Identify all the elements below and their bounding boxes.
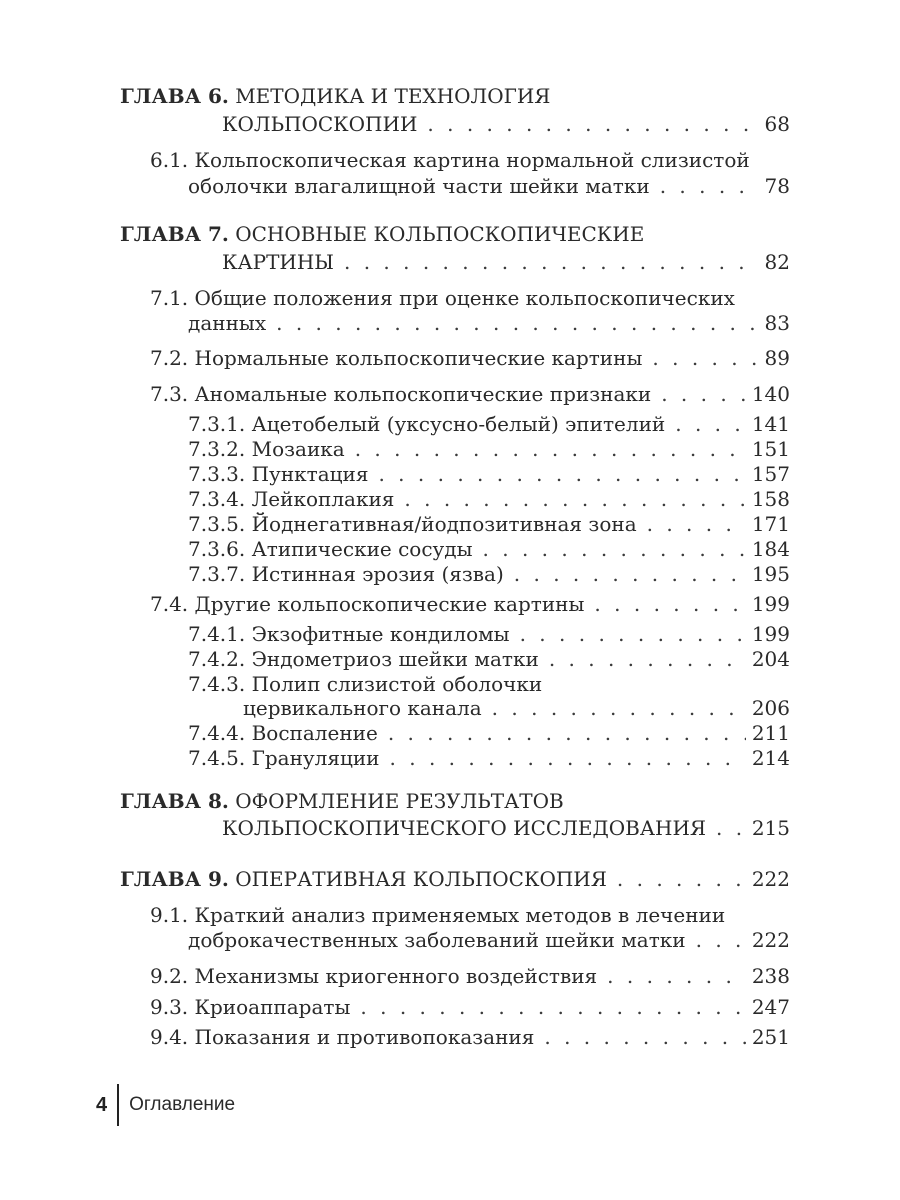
toc-section-6-1-line1 <box>150 148 790 172</box>
leader-dots <box>520 622 746 646</box>
page-number: 82 <box>764 250 790 274</box>
page-number: 247 <box>751 995 790 1019</box>
leader-dots <box>549 647 746 671</box>
footer-section-title: Оглавление <box>129 1094 236 1115</box>
page-number: 238 <box>751 964 790 988</box>
page-number: 157 <box>751 462 790 486</box>
toc-chapter-6-line1 <box>120 84 790 108</box>
chapter-title: ОПЕРАТИВНАЯ КОЛЬПОСКОПИЯ <box>235 867 607 891</box>
toc-section-7-1-line1 <box>150 286 790 310</box>
toc-section-9-4 <box>150 1025 790 1049</box>
page-number: 214 <box>751 746 790 770</box>
toc-section-7-1-line2 <box>188 311 790 335</box>
subsection-title: 7.3.3. Пунктация <box>188 462 369 486</box>
leader-dots <box>544 1025 745 1049</box>
leader-dots <box>647 512 746 536</box>
leader-dots <box>355 437 746 461</box>
toc-subsection-7-3-1 <box>188 412 790 436</box>
page-number: 211 <box>751 721 790 745</box>
leader-dots <box>276 311 756 335</box>
subsection-title: 7.3.5. Йоднегативная/йодпозитивная зона <box>188 512 637 536</box>
section-title: 6.1. Кольпоскопическая картина нормальной слизистой <box>150 148 750 172</box>
subsection-title: 7.4.3. Полип слизистой оболочки <box>188 672 543 696</box>
section-title: 9.3. Криоаппараты <box>150 995 351 1019</box>
section-title-cont: данных <box>188 311 267 335</box>
chapter-title-cont: КОЛЬПОСКОПИИ <box>222 112 418 136</box>
toc-chapter-7-line1 <box>120 222 790 246</box>
toc-section-9-1-line2 <box>188 928 790 952</box>
toc-chapter-6-line2 <box>222 112 790 136</box>
section-title-cont: доброкачественных заболеваний шейки матки <box>188 928 686 952</box>
section-title-cont: оболочки влагалищной части шейки матки <box>188 174 650 198</box>
leader-dots <box>390 746 746 770</box>
toc-subsection-7-3-4 <box>188 487 790 511</box>
page-number: 215 <box>751 816 790 840</box>
section-title: 9.2. Механизмы криогенного воздействия <box>150 964 598 988</box>
chapter-title: МЕТОДИКА И ТЕХНОЛОГИЯ <box>235 84 551 108</box>
leader-dots <box>378 462 745 486</box>
toc-subsection-7-3-3 <box>188 462 790 486</box>
page-number: 222 <box>751 867 790 891</box>
leader-dots <box>660 174 756 198</box>
leader-dots <box>360 995 745 1019</box>
subsection-title: 7.3.6. Атипические сосуды <box>188 537 473 561</box>
page-number: 204 <box>751 647 790 671</box>
subsection-title: 7.4.4. Воспаление <box>188 721 378 745</box>
page-number: 206 <box>751 696 790 720</box>
subsection-title: 7.3.4. Лейкоплакия <box>188 487 395 511</box>
page-number: 83 <box>764 311 790 335</box>
page-footer <box>96 1080 235 1130</box>
section-title: 9.4. Показания и противопоказания <box>150 1025 535 1049</box>
toc-section-7-2 <box>150 346 790 370</box>
page-number: 151 <box>751 437 790 461</box>
page-number: 184 <box>751 537 790 561</box>
leader-dots <box>483 537 746 561</box>
toc-chapter-8-line2 <box>222 816 790 840</box>
toc-section-9-1-line1 <box>150 903 790 927</box>
leader-dots <box>716 816 746 840</box>
leader-dots <box>696 928 746 952</box>
subsection-title: 7.4.5. Грануляции <box>188 746 380 770</box>
subsection-title: 7.4.1. Экзофитные кондиломы <box>188 622 510 646</box>
chapter-title-cont: КАРТИНЫ <box>222 250 334 274</box>
leader-dots <box>675 412 746 436</box>
toc-chapter-8-line1 <box>120 789 790 813</box>
subsection-title: 7.3.1. Ацетобелый (уксусно-белый) эпителий <box>188 412 666 436</box>
leader-dots <box>617 867 746 891</box>
leader-dots <box>514 562 746 586</box>
section-title: 7.4. Другие кольпоскопические картины <box>150 592 585 616</box>
page-number: 195 <box>751 562 790 586</box>
page-number: 158 <box>751 487 790 511</box>
footer-page-number: 4 <box>96 1093 108 1116</box>
toc-subsection-7-3-2 <box>188 437 790 461</box>
toc-chapter-7-line2 <box>222 250 790 274</box>
chapter-title: ОСНОВНЫЕ КОЛЬПОСКОПИЧЕСКИЕ <box>235 222 645 246</box>
toc-subsection-7-4-3-line1 <box>188 672 790 696</box>
toc-subsection-7-3-7 <box>188 562 790 586</box>
toc-subsection-7-4-1 <box>188 622 790 646</box>
leader-dots <box>344 250 756 274</box>
footer-divider <box>117 1084 119 1126</box>
toc-subsection-7-4-5 <box>188 746 790 770</box>
subsection-title: 7.3.2. Мозаика <box>188 437 345 461</box>
page-number: 222 <box>751 928 790 952</box>
toc-subsection-7-4-3-line2 <box>243 696 790 720</box>
leader-dots <box>427 112 756 136</box>
toc-section-9-3 <box>150 995 790 1019</box>
leader-dots <box>594 592 745 616</box>
chapter-label: ГЛАВА 7. <box>120 222 229 246</box>
page-number: 68 <box>764 112 790 136</box>
toc-subsection-7-4-2 <box>188 647 790 671</box>
subsection-title: 7.3.7. Истинная эрозия (язва) <box>188 562 504 586</box>
chapter-title-cont: КОЛЬПОСКОПИЧЕСКОГО ИССЛЕДОВАНИЯ <box>222 816 707 840</box>
toc-subsection-7-3-5 <box>188 512 790 536</box>
leader-dots <box>607 964 746 988</box>
chapter-label: ГЛАВА 9. <box>120 867 229 891</box>
page-number: 199 <box>751 622 790 646</box>
toc-section-9-2 <box>150 964 790 988</box>
toc-section-7-4 <box>150 592 790 616</box>
toc-subsection-7-4-4 <box>188 721 790 745</box>
leader-dots <box>492 696 746 720</box>
chapter-title: ОФОРМЛЕНИЕ РЕЗУЛЬТАТОВ <box>235 789 564 813</box>
section-title: 7.3. Аномальные кольпоскопические признаки <box>150 382 652 406</box>
section-title: 9.1. Краткий анализ применяемых методов в лечении <box>150 903 726 927</box>
toc-section-6-1-line2 <box>188 174 790 198</box>
toc-chapter-9 <box>120 867 790 891</box>
leader-dots <box>404 487 745 511</box>
subsection-title: 7.4.2. Эндометриоз шейки матки <box>188 647 539 671</box>
toc-subsection-7-3-6 <box>188 537 790 561</box>
chapter-label: ГЛАВА 6. <box>120 84 229 108</box>
leader-dots <box>652 346 756 370</box>
chapter-label: ГЛАВА 8. <box>120 789 229 813</box>
subsection-title-cont: цервикального канала <box>243 696 482 720</box>
section-title: 7.2. Нормальные кольпоскопические картины <box>150 346 643 370</box>
toc-section-7-3 <box>150 382 790 406</box>
page-number: 251 <box>751 1025 790 1049</box>
leader-dots <box>661 382 746 406</box>
leader-dots <box>388 721 746 745</box>
page-number: 140 <box>751 382 790 406</box>
page-number: 141 <box>751 412 790 436</box>
page-number: 199 <box>751 592 790 616</box>
page-number: 89 <box>764 346 790 370</box>
page-number: 171 <box>751 512 790 536</box>
page-number: 78 <box>764 174 790 198</box>
section-title: 7.1. Общие положения при оценке кольпоскопических <box>150 286 735 310</box>
